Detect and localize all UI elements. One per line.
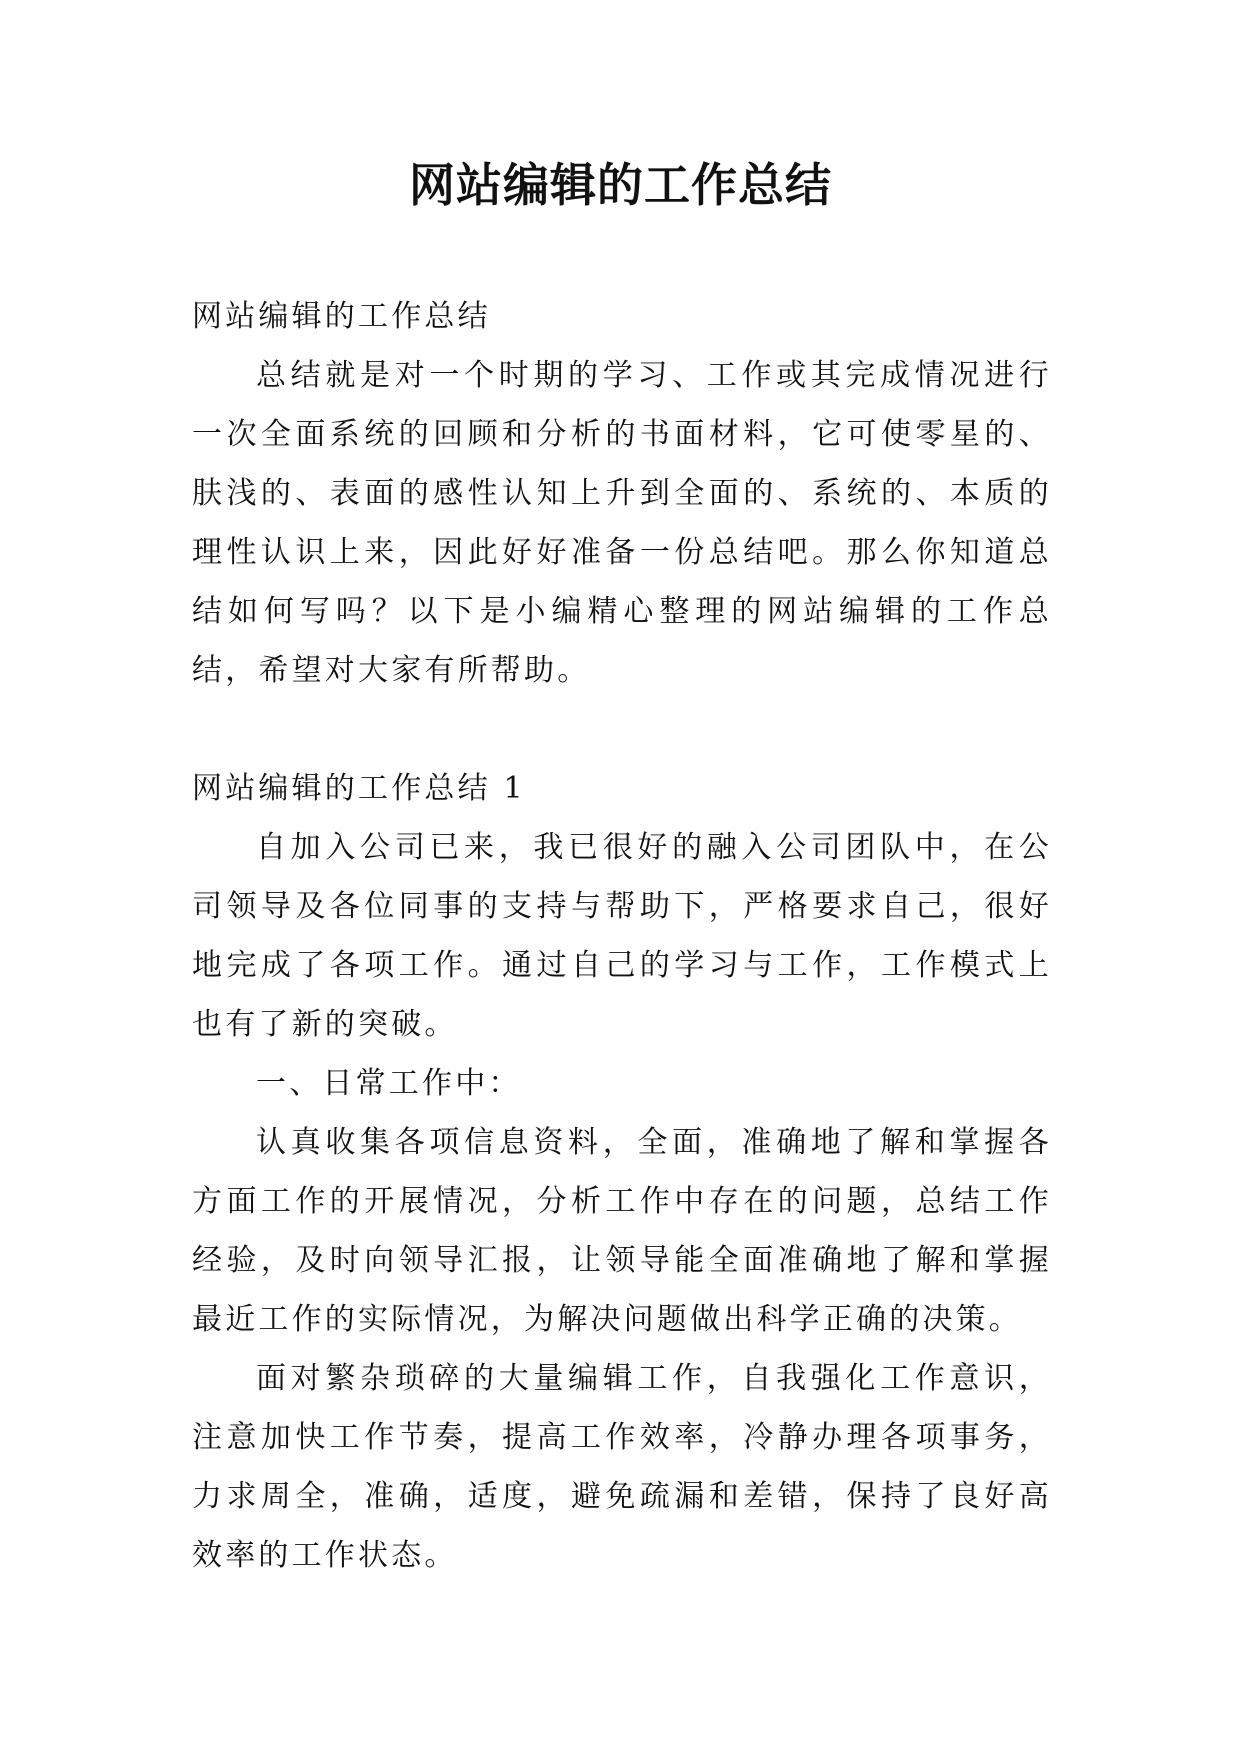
document-subtitle: 网站编辑的工作总结 [192, 299, 491, 334]
intro-paragraph: 总结就是对一个时期的学习、工作或其完成情况进行一次全面系统的回顾和分析的书面材料，它可使零星的、肤浅的、表面的感性认知上升到全面的、系统的、本质的理性认识上来，因此好好准备一份总结吧。那么你知道总结如何写吗？以下是小编精心整理的网站编辑的工作总结，希望对大家有所帮助。 [192, 358, 1052, 688]
document-title: 网站编辑的工作总结 [409, 158, 832, 212]
body-paragraph: 面对繁杂琐碎的大量编辑工作，自我强化工作意识，注意加快工作节奏，提高工作效率，冷静办理各项事务，力求周全，准确，适度，避免疏漏和差错，保持了良好高效率的工作状态。 [192, 1361, 1052, 1573]
body-paragraph: 认真收集各项信息资料，全面，准确地了解和掌握各方面工作的开展情况，分析工作中存在的问题，总结工作经验，及时向领导汇报，让领导能全面准确地了解和掌握最近工作的实际情况，为解决问题做出科学正确的决策。 [192, 1125, 1052, 1337]
document-body [192, 287, 1052, 1585]
paragraph-gap [192, 700, 1052, 759]
section-heading: 网站编辑的工作总结 1 [192, 771, 526, 806]
body-paragraph: 自加入公司已来，我已很好的融入公司团队中，在公司领导及各位同事的支持与帮助下，严格要求自己，很好地完成了各项工作。通过自己的学习与工作，工作模式上也有了新的突破。 [192, 830, 1052, 1042]
subsection-heading: 一、日常工作中： [256, 1066, 522, 1101]
